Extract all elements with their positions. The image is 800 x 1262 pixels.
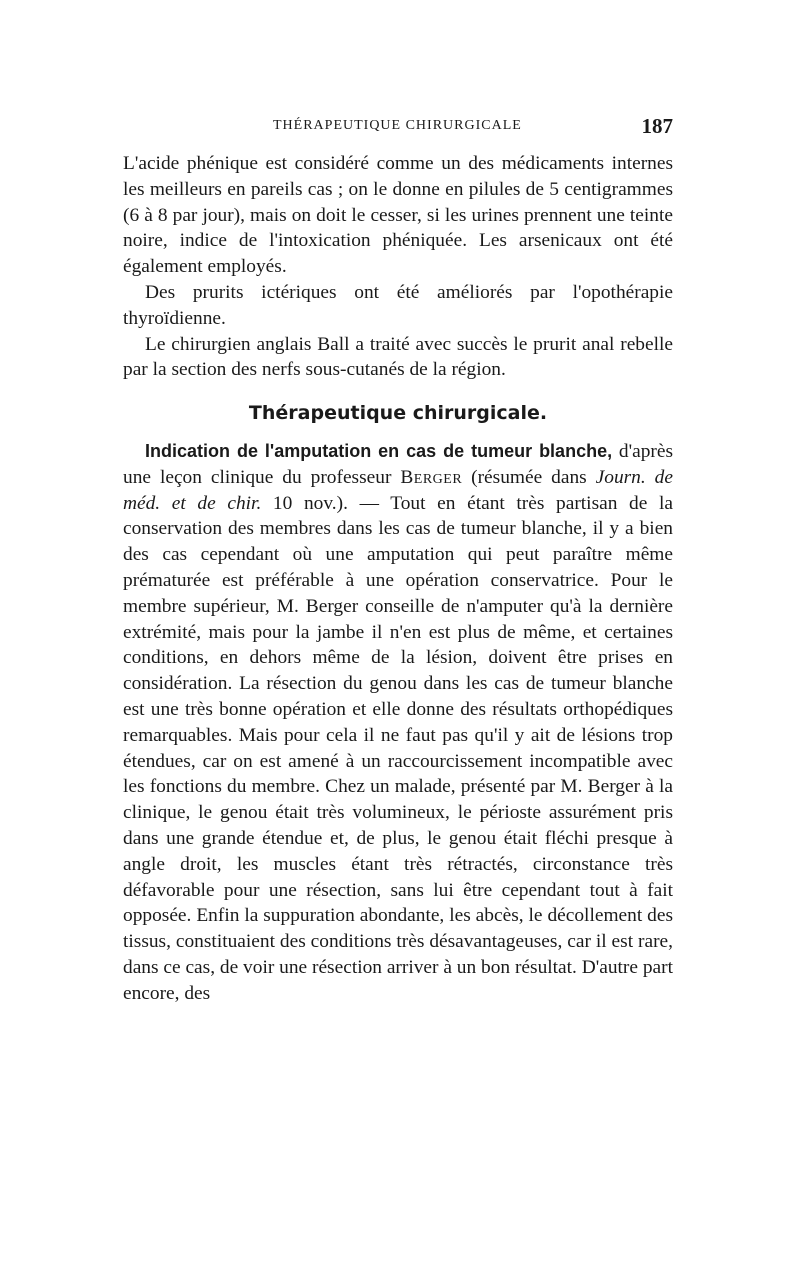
article-after-lead: d'après une leçon clinique du professeur: [123, 440, 674, 488]
page-header: [123, 116, 673, 146]
article-source-close: 10 nov.). —: [261, 492, 391, 514]
running-title: THÉRAPEUTIQUE CHIRURGICALE: [273, 118, 522, 133]
article-journal: Journ. de méd. et de chir.: [123, 466, 673, 514]
article-source-open: (résumée dans: [462, 466, 596, 488]
paragraph-prurits-icteriques: Des prurits ictériques ont été améliorés par l'opothérapie thyroïdienne.: [123, 281, 673, 329]
paragraph-acide-phenique: L'acide phénique est considéré comme un des médicaments internes les meilleurs en pareils cas ; on le donne en pilules de 5 centigrammes (6 à 8 par jour), mais on doit le cesser, si les urines prennent une teinte noire, indice de l'intoxication phéniquée. Les arsenicaux ont été également employés.: [123, 153, 673, 278]
article-body: Tout en étant très partisan de la conservation des membres dans les cas de tumeur blanche, il y a bien des cas cependant où une amputation qui peut paraître même prématurée est préférable à une opération conservatrice. Pour le membre supérieur, M. Berger conseille de n'amputer qu'à la dernière extrémité, mais pour la jambe il n'en est plus de même, et certaines conditions, en dehors même de la lésion, doivent être prises en considération. La résection du genou dans les cas de tumeur blanche est une très bonne opération et elle donne des résultats orthopédiques remarquables. Mais pour cela il ne faut pas qu'il y ait de lésions trop étendues, car on est amené à un raccourcissement incompatible avec les fonctions du membre. Chez un malade, présenté par M. Berger à la clinique, le genou était très volumineux, le périoste assurément pris dans une grande étendue et, de plus, le genou était fléchi presque à angle droit, les muscles étant très rétractés, circonstance très défavorable pour une résection, sans lui être cependant tout à fait opposée. Enfin la suppuration abondante, les abcès, le décollement des tissus, constituaient des conditions très désavantageuses, car il est rare, dans ce cas, de voir une résection arriver à un bon résultat. D'autre part encore, des: [123, 492, 673, 1004]
page-body: [123, 151, 673, 1007]
section-title: Thérapeutique chirurgicale.: [248, 402, 548, 425]
article-author: Berger: [400, 466, 463, 488]
article-lead: Indication de l'amputation en cas de tumeur blanche,: [145, 440, 613, 461]
page-number: 187: [641, 114, 673, 138]
paragraph-amputation-tumeur-blanche: [123, 439, 673, 1007]
paragraph-chirurgien-ball: Le chirurgien anglais Ball a traité avec succès le prurit anal rebelle par la section des nerfs sous-cutanés de la région.: [123, 333, 673, 381]
